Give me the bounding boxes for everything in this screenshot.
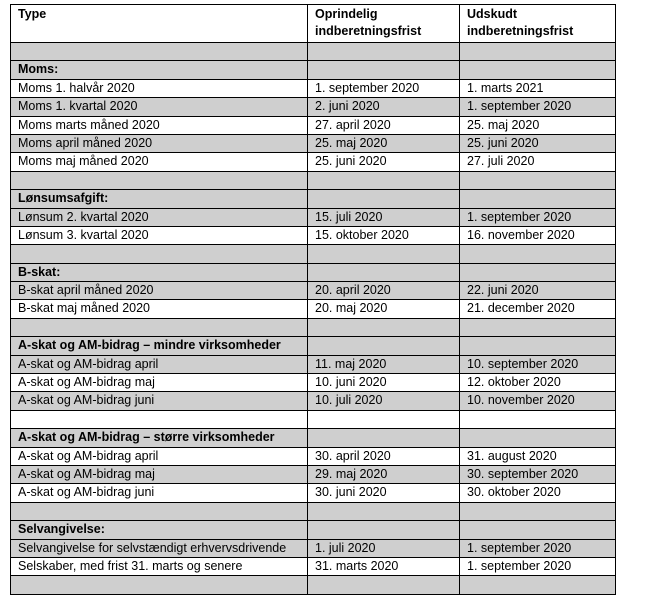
spacer-row: [11, 43, 616, 61]
postponed-deadline-cell: 1. september 2020: [460, 539, 616, 557]
spacer-row: [11, 245, 616, 263]
type-cell: [11, 245, 308, 263]
postponed-deadline-cell: [460, 429, 616, 447]
type-cell: B-skat maj måned 2020: [11, 300, 308, 318]
type-cell: [11, 43, 308, 61]
postponed-deadline-cell: 27. juli 2020: [460, 153, 616, 171]
original-deadline-cell: [308, 410, 460, 428]
type-cell: Selvangivelse for selvstændigt erhvervsdrivende: [11, 539, 308, 557]
type-cell: [11, 410, 308, 428]
type-cell: [11, 171, 308, 189]
original-deadline-cell: 2. juni 2020: [308, 98, 460, 116]
postponed-deadline-cell: 12. oktober 2020: [460, 374, 616, 392]
type-cell: A-skat og AM-bidrag juni: [11, 392, 308, 410]
original-deadline-cell: [308, 429, 460, 447]
header-original-deadline: Oprindelig indberetningsfrist: [308, 5, 460, 43]
original-deadline-cell: 15. juli 2020: [308, 208, 460, 226]
postponed-deadline-cell: 16. november 2020: [460, 226, 616, 244]
original-deadline-cell: 31. marts 2020: [308, 557, 460, 575]
type-cell: Moms maj måned 2020: [11, 153, 308, 171]
table-row: [11, 300, 616, 318]
section-header-row: [11, 521, 616, 539]
type-cell: B-skat april måned 2020: [11, 282, 308, 300]
spacer-row: [11, 410, 616, 428]
original-deadline-cell: [308, 337, 460, 355]
postponed-deadline-cell: [460, 190, 616, 208]
postponed-deadline-cell: 31. august 2020: [460, 447, 616, 465]
spacer-row: [11, 318, 616, 336]
deadline-table: [10, 4, 616, 595]
original-deadline-cell: 1. juli 2020: [308, 539, 460, 557]
postponed-deadline-cell: [460, 337, 616, 355]
original-deadline-cell: 1. september 2020: [308, 79, 460, 97]
table-row: [11, 79, 616, 97]
original-deadline-cell: 25. maj 2020: [308, 134, 460, 152]
header-type: Type: [11, 5, 308, 43]
original-deadline-cell: [308, 576, 460, 594]
original-deadline-cell: [308, 318, 460, 336]
type-cell: Moms april måned 2020: [11, 134, 308, 152]
original-deadline-cell: 20. maj 2020: [308, 300, 460, 318]
section-header-row: [11, 190, 616, 208]
postponed-deadline-cell: 22. juni 2020: [460, 282, 616, 300]
table-row: [11, 153, 616, 171]
spacer-row: [11, 502, 616, 520]
original-deadline-cell: 30. juni 2020: [308, 484, 460, 502]
table-row: [11, 392, 616, 410]
postponed-deadline-cell: 10. september 2020: [460, 355, 616, 373]
type-cell: A-skat og AM-bidrag april: [11, 355, 308, 373]
original-deadline-cell: [308, 245, 460, 263]
postponed-deadline-cell: [460, 318, 616, 336]
table-row: [11, 282, 616, 300]
postponed-deadline-cell: [460, 521, 616, 539]
type-cell: Lønsum 3. kvartal 2020: [11, 226, 308, 244]
table-row: [11, 374, 616, 392]
type-cell: Moms 1. kvartal 2020: [11, 98, 308, 116]
table-row: [11, 208, 616, 226]
type-cell: A-skat og AM-bidrag – mindre virksomheder: [11, 337, 308, 355]
table-row: [11, 355, 616, 373]
original-deadline-cell: 27. april 2020: [308, 116, 460, 134]
type-cell: [11, 576, 308, 594]
postponed-deadline-cell: [460, 263, 616, 281]
original-deadline-cell: 10. juni 2020: [308, 374, 460, 392]
original-deadline-cell: [308, 502, 460, 520]
table-row: [11, 134, 616, 152]
table-row: [11, 447, 616, 465]
original-deadline-cell: 10. juli 2020: [308, 392, 460, 410]
postponed-deadline-cell: 1. marts 2021: [460, 79, 616, 97]
type-cell: A-skat og AM-bidrag maj: [11, 465, 308, 483]
table-row: [11, 226, 616, 244]
original-deadline-cell: 30. april 2020: [308, 447, 460, 465]
header-postponed-deadline: Udskudt indberetningsfrist: [460, 5, 616, 43]
table-row: [11, 98, 616, 116]
table-row: [11, 465, 616, 483]
spacer-row: [11, 576, 616, 594]
postponed-deadline-cell: [460, 43, 616, 61]
original-deadline-cell: 15. oktober 2020: [308, 226, 460, 244]
postponed-deadline-cell: 1. september 2020: [460, 557, 616, 575]
type-cell: Lønsumsafgift:: [11, 190, 308, 208]
postponed-deadline-cell: 10. november 2020: [460, 392, 616, 410]
table-row: [11, 557, 616, 575]
postponed-deadline-cell: 25. maj 2020: [460, 116, 616, 134]
original-deadline-cell: [308, 190, 460, 208]
original-deadline-cell: [308, 43, 460, 61]
original-deadline-cell: 20. april 2020: [308, 282, 460, 300]
table-row: [11, 484, 616, 502]
original-deadline-cell: 25. juni 2020: [308, 153, 460, 171]
type-cell: Moms marts måned 2020: [11, 116, 308, 134]
spacer-row: [11, 171, 616, 189]
type-cell: A-skat og AM-bidrag maj: [11, 374, 308, 392]
postponed-deadline-cell: 25. juni 2020: [460, 134, 616, 152]
postponed-deadline-cell: [460, 61, 616, 79]
table-row: [11, 539, 616, 557]
type-cell: B-skat:: [11, 263, 308, 281]
postponed-deadline-cell: 1. september 2020: [460, 208, 616, 226]
original-deadline-cell: [308, 263, 460, 281]
type-cell: A-skat og AM-bidrag – større virksomheder: [11, 429, 308, 447]
type-cell: Lønsum 2. kvartal 2020: [11, 208, 308, 226]
type-cell: Moms:: [11, 61, 308, 79]
section-header-row: [11, 61, 616, 79]
postponed-deadline-cell: 21. december 2020: [460, 300, 616, 318]
postponed-deadline-cell: 1. september 2020: [460, 98, 616, 116]
original-deadline-cell: 29. maj 2020: [308, 465, 460, 483]
postponed-deadline-cell: [460, 171, 616, 189]
section-header-row: [11, 263, 616, 281]
postponed-deadline-cell: 30. september 2020: [460, 465, 616, 483]
postponed-deadline-cell: [460, 410, 616, 428]
section-header-row: [11, 337, 616, 355]
original-deadline-cell: [308, 61, 460, 79]
postponed-deadline-cell: [460, 576, 616, 594]
postponed-deadline-cell: [460, 502, 616, 520]
type-cell: Moms 1. halvår 2020: [11, 79, 308, 97]
original-deadline-cell: 11. maj 2020: [308, 355, 460, 373]
header-row: [11, 5, 616, 43]
type-cell: A-skat og AM-bidrag april: [11, 447, 308, 465]
original-deadline-cell: [308, 171, 460, 189]
table-row: [11, 116, 616, 134]
type-cell: Selvangivelse:: [11, 521, 308, 539]
section-header-row: [11, 429, 616, 447]
postponed-deadline-cell: 30. oktober 2020: [460, 484, 616, 502]
type-cell: A-skat og AM-bidrag juni: [11, 484, 308, 502]
type-cell: [11, 318, 308, 336]
original-deadline-cell: [308, 521, 460, 539]
type-cell: Selskaber, med frist 31. marts og senere: [11, 557, 308, 575]
type-cell: [11, 502, 308, 520]
postponed-deadline-cell: [460, 245, 616, 263]
